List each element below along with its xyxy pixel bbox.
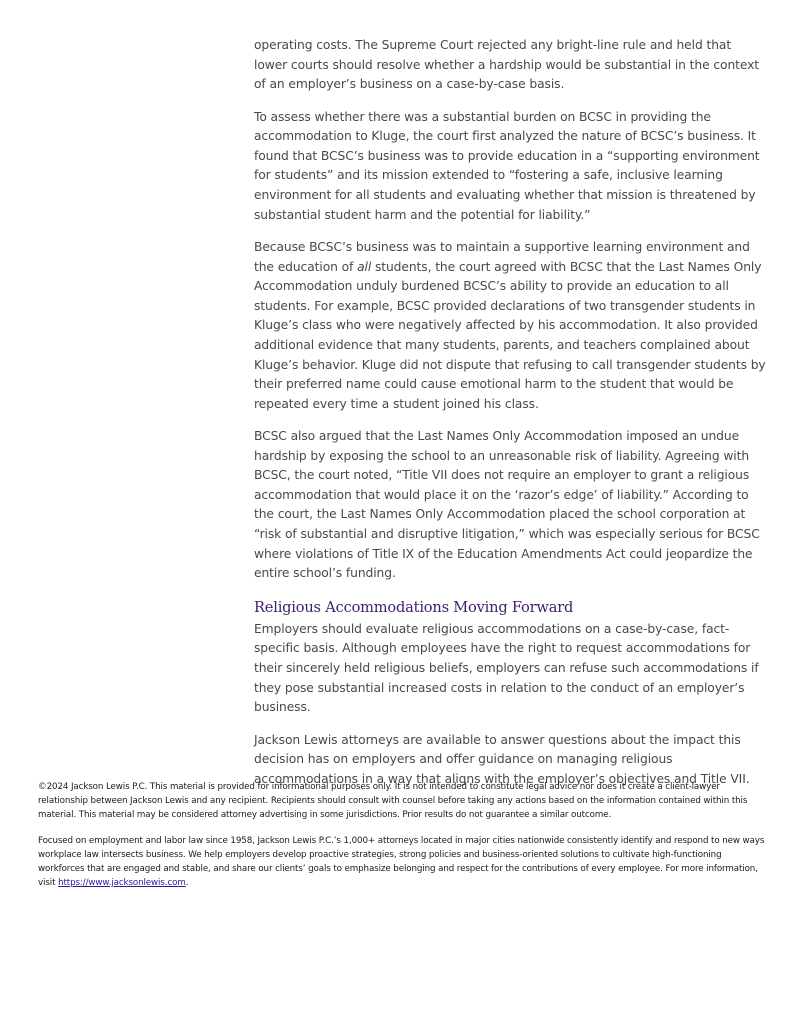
paragraph-attorney-availability: Jackson Lewis attorneys are available to answer questions about the impact this decision has on employers and offer guidance on managing religious accommodations in a way that aligns with the employer’s objectives and Title VII.	[254, 732, 750, 786]
paragraph-liability-risk: BCSC also argued that the Last Names Only Accommodation imposed an undue hardship by exposing the school to an unreasonable risk of liability. Agreeing with BCSC, the court noted, “Title VII does not require an employer to grant a religious accommodation that would place it on the ‘razor’s edge’ of liability.” According to the court, the Last Names Only Accommodation placed the school corporation at “risk of substantial and disruptive litigation,” which was especially serious for BCSC where violations of Title IX of the Education Amendments Act could jeopardize the entire school’s funding.	[254, 429, 760, 581]
paragraph-undue-burden-rest: students, the court agreed with BCSC that the Last Names Only Accommodation unduly burdened BCSC’s ability to provide an education to all students. For example, BCSC provided declarations of two transgender students in Kluge’s class who were negatively affected by his accommodation. It also provided additional evidence that many students, parents, and teachers complained about Kluge’s behavior. Kluge did not dispute that refusing to call transgender students by their preferred name could cause emotional harm to the student that would be repeated every time a student joined his class.	[254, 259, 766, 411]
paragraph-employer-guidance: Employers should evaluate religious accommodations on a case-by-case, fact-specific basis. Although employees have the right to request accommodations for their sincerely held religious beliefs, employers can refuse such accommodations if they pose substantial increased costs in relation to the conduct of an employer’s business.	[254, 621, 759, 715]
emphasis-all: all	[357, 259, 372, 274]
paragraph-undue-burden-start: Because BCSC’s business was to maintain a supportive learning environment and the education of	[254, 239, 750, 274]
footer-disclaimer: ©2024 Jackson Lewis P.C. This material is provided for informational purposes only. It is not intended to constitute legal advice nor does it create a client-lawyer relationship between Jackson Lewis and any recipient. Recipients should consult with counsel before taking any actions based on the information contained within this material. This material may be considered attorney advertising in some jurisdictions. Prior results do not guarantee a similar outcome.	[38, 782, 748, 820]
footer-about-text: Focused on employment and labor law since 1958, Jackson Lewis P.C.’s 1,000+ attorneys located in major cities nationwide consistently identify and respond to new ways workplace law intersects business. We help employers develop proactive strategies, strong policies and business-oriented solutions to cultivate high-functioning workforces that are engaged and stable, and share our clients’ goals to emphasize belonging and respect for the contributions of every employee. For more information, visit	[38, 836, 765, 888]
paragraph-hardship-standard: operating costs. The Supreme Court rejected any bright-line rule and held that lower courts should resolve whether a hardship would be substantial in the context of an employer’s business on a case-by-case basis.	[254, 38, 760, 92]
section-heading: Religious Accommodations Moving Forward	[254, 598, 574, 616]
footer-about-end: .	[185, 877, 189, 888]
website-link[interactable]: https://www.jacksonlewis.com	[58, 877, 186, 888]
footer	[38, 781, 766, 904]
footer-about	[38, 835, 766, 890]
article-body	[254, 36, 766, 802]
paragraph-undue-burden	[254, 238, 766, 414]
paragraph-bcsc-business: To assess whether there was a substantial burden on BCSC in providing the accommodation to Kluge, the court first analyzed the nature of BCSC’s business. It found that BCSC’s business was to provide education in a “supporting environment for students” and its mission extended to “fostering a safe, inclusive learning environment for all students and evaluating whether that mission is threatened by substantial student harm and the potential for liability.”	[254, 109, 760, 222]
